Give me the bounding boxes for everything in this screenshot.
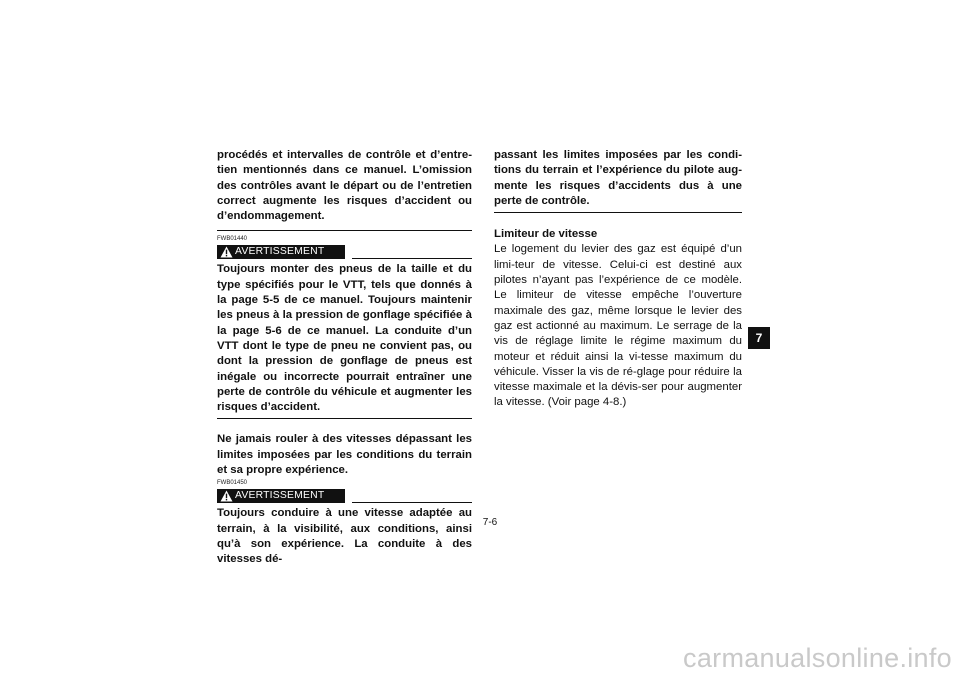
warning-header: [217, 244, 472, 259]
warning-header: [217, 488, 472, 503]
speed-warning-paragraph: Ne jamais rouler à des vitesses dépassant les limites imposées par les conditions du terrain et sa propre expérience.: [217, 433, 472, 477]
warning-bottom-rule: [494, 212, 742, 213]
chapter-tab: 7: [748, 327, 770, 349]
warning-badge: [217, 489, 345, 503]
warning-code: FWB01450: [217, 480, 248, 487]
section-heading: Limiteur de vitesse: [494, 228, 598, 241]
warning-badge: [217, 245, 345, 259]
warning-label: AVERTISSEMENT: [235, 490, 325, 502]
warning-label: AVERTISSEMENT: [235, 246, 325, 258]
warning-code: FWB01440: [217, 236, 248, 243]
watermark: carmanualsonline.info: [683, 643, 952, 673]
section-body: Le logement du levier des gaz est équipé d’un limi-teur de vitesse. Celui-ci est destiné aux pilotes n’ayant pas l’expérience de ce modèle. Le limiteur de vitesse empêche l’ouverture maximale des gaz, même lorsque le levier des gaz est actionné au maximum. Le serrage de la vis de réglage limite le régime maximum du moteur et réduit ainsi la vi-tesse maximum du véhicule. Visser la vis de ré-glage pour réduire la vitesse maximale et la dévis-ser pour augmenter la vitesse. (Voir page 4-8.): [494, 243, 742, 409]
warning-header-rule: [352, 502, 472, 503]
page-number: 7-6: [482, 517, 498, 528]
warning-header-rule: [352, 258, 472, 259]
warning-top-rule: [217, 230, 472, 231]
warning-continuation: passant les limites imposées par les condi-tions du terrain et l’expérience du pilote aug-mente les risques d’accidents dus à une perte de contrôle.: [494, 149, 742, 207]
warning-triangle-icon: [220, 246, 233, 258]
warning-bottom-rule: [217, 418, 472, 419]
warning-text: Toujours conduire à une vitesse adaptée au terrain, à la visibilité, aux conditions, ainsi qu’à son expérience. La conduite à des vitesses dé-: [217, 507, 472, 566]
warning-triangle-icon: [220, 490, 233, 502]
warning-text: Toujours monter des pneus de la taille et du type spécifiés pour le VTT, tels que donnés à la page 5-5 de ce manuel. Toujours maintenir les pneus à la pression de gonflage spécifiée à la page 5-6 de ce manuel. La conduite d’un VTT dont le type de pneu ne convient pas, ou dont la pression de gonflage de pneus est inégale ou incorrecte pourrait entraîner une perte de contrôle du véhicule et augmenter les risques d’accident.: [217, 263, 472, 414]
left-column: [217, 148, 472, 568]
right-column: [494, 148, 742, 411]
intro-paragraph: procédés et intervalles de contrôle et d’entre-tien mentionnés dans ce manuel. L’omission des contrôles avant le départ ou de l’entretien correct augmente les risques d’accident ou d’endommagement.: [217, 149, 472, 223]
